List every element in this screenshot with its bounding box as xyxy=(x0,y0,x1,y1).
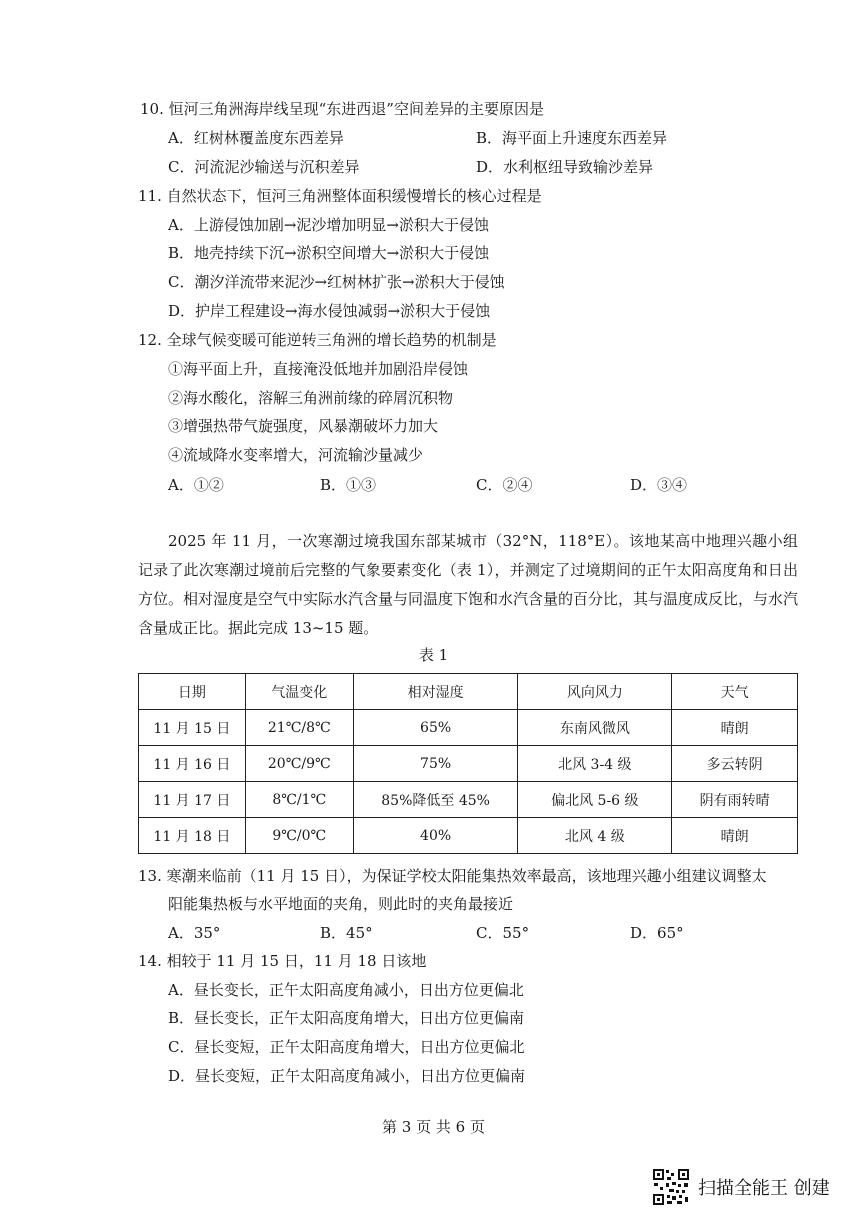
cell-temperature: 20℃/9℃ xyxy=(245,746,353,782)
q11-option-a: A．上游侵蚀加剧→泥沙增加明显→淤积大于侵蚀 xyxy=(168,216,489,234)
q13-option-d: D．65° xyxy=(630,924,684,942)
cell-date: 11 月 15 日 xyxy=(139,710,246,746)
material-paragraph xyxy=(138,527,798,643)
cell-wind: 偏北风 5-6 级 xyxy=(518,782,672,818)
cell-wind: 东南风微风 xyxy=(518,710,672,746)
weather-table xyxy=(138,673,798,854)
header-weather: 天气 xyxy=(672,674,798,710)
q12-statement-2: ②海水酸化，溶解三角洲前缘的碎屑沉积物 xyxy=(168,389,454,407)
q10-stem: 10. 恒河三角洲海岸线呈现“东进西退”空间差异的主要原因是 xyxy=(140,100,544,118)
table-row xyxy=(139,782,798,818)
q12-stem: 12. 全球气候变暖可能逆转三角洲的增长趋势的机制是 xyxy=(138,331,497,349)
cell-weather: 多云转阴 xyxy=(672,746,798,782)
page-number: 第 3 页 共 6 页 xyxy=(382,1118,485,1136)
cell-weather: 阴有雨转晴 xyxy=(672,782,798,818)
cell-humidity: 85%降低至 45% xyxy=(353,782,518,818)
q11-option-c: C．潮汐洋流带来泥沙→红树林扩张→淤积大于侵蚀 xyxy=(168,273,505,291)
table-row xyxy=(139,818,798,854)
cell-humidity: 40% xyxy=(353,818,518,854)
q13-stem-line1: 13. 寒潮来临前（11 月 15 日），为保证学校太阳能集热效率最高，该地理兴趣小组建议调整太 xyxy=(138,867,767,885)
header-temperature: 气温变化 xyxy=(245,674,353,710)
q14-option-c: C．昼长变短，正午太阳高度角增大，日出方位更偏北 xyxy=(168,1038,525,1056)
table-header-row xyxy=(139,674,798,710)
q14-option-a: A．昼长变长，正午太阳高度角减小，日出方位更偏北 xyxy=(168,981,524,999)
cell-date: 11 月 18 日 xyxy=(139,818,246,854)
cell-temperature: 21℃/8℃ xyxy=(245,710,353,746)
cell-weather: 晴朗 xyxy=(672,818,798,854)
q13-option-b: B．45° xyxy=(320,924,373,942)
q13-stem-line2: 阳能集热板与水平地面的夹角，则此时的夹角最接近 xyxy=(168,895,514,913)
q12-option-d: D．③④ xyxy=(630,476,688,494)
q14-option-d: D．昼长变短，正午太阳高度角减小，日出方位更偏南 xyxy=(168,1067,526,1085)
q12-option-a: A．①② xyxy=(168,476,224,494)
table-row xyxy=(139,746,798,782)
q12-statement-3: ③增强热带气旋强度，风暴潮破坏力加大 xyxy=(168,417,439,435)
table-caption: 表 1 xyxy=(418,646,449,664)
q11-stem: 11. 自然状态下，恒河三角洲整体面积缓慢增长的核心过程是 xyxy=(138,187,542,205)
q12-statement-1: ①海平面上升，直接淹没低地并加剧沿岸侵蚀 xyxy=(168,360,469,378)
table-row xyxy=(139,710,798,746)
header-date: 日期 xyxy=(139,674,246,710)
q13-option-c: C．55° xyxy=(476,924,530,942)
q14-option-b: B．昼长变长，正午太阳高度角增大，日出方位更偏南 xyxy=(168,1009,525,1027)
q11-option-d: D．护岸工程建设→海水侵蚀减弱→淤积大于侵蚀 xyxy=(168,302,491,320)
q14-stem: 14. 相较于 11 月 15 日，11 月 18 日该地 xyxy=(138,952,427,970)
q13-option-a: A．35° xyxy=(168,924,221,942)
cell-humidity: 75% xyxy=(353,746,518,782)
q12-option-b: B．①③ xyxy=(320,476,377,494)
header-humidity: 相对湿度 xyxy=(353,674,518,710)
scanner-watermark xyxy=(652,1168,830,1206)
cell-weather: 晴朗 xyxy=(672,710,798,746)
q10-option-a: A．红树林覆盖度东西差异 xyxy=(168,129,344,147)
cell-date: 11 月 17 日 xyxy=(139,782,246,818)
material-text: 2025 年 11 月，一次寒潮过境我国东部某城市（32°N，118°E）。该地某高中地理兴趣小组记录了此次寒潮过境前后完整的气象要素变化（表 1），并测定了过境期间的正午太阳高度角和日出方位。相对湿度是空气中实际水汽含量与同温度下饱和水汽含量的百分比，其与温度成反比，与水汽含量成正比。据此完成 13~15 题。 xyxy=(138,532,799,637)
q12-statement-4: ④流域降水变率增大，河流输沙量减少 xyxy=(168,446,424,464)
cell-temperature: 9℃/0℃ xyxy=(245,818,353,854)
cell-temperature: 8℃/1℃ xyxy=(245,782,353,818)
cell-date: 11 月 16 日 xyxy=(139,746,246,782)
cell-humidity: 65% xyxy=(353,710,518,746)
header-wind: 风向风力 xyxy=(518,674,672,710)
cell-wind: 北风 4 级 xyxy=(518,818,672,854)
q10-option-d: D．水利枢纽导致输沙差异 xyxy=(476,158,654,176)
qr-code-icon xyxy=(652,1168,690,1206)
q10-option-b: B．海平面上升速度东西差异 xyxy=(476,129,668,147)
cell-wind: 北风 3-4 级 xyxy=(518,746,672,782)
watermark-text: 扫描全能王 创建 xyxy=(698,1178,830,1199)
q10-option-c: C．河流泥沙输送与沉积差异 xyxy=(168,158,360,176)
q12-option-c: C．②④ xyxy=(476,476,533,494)
q11-option-b: B．地壳持续下沉→淤积空间增大→淤积大于侵蚀 xyxy=(168,244,490,262)
